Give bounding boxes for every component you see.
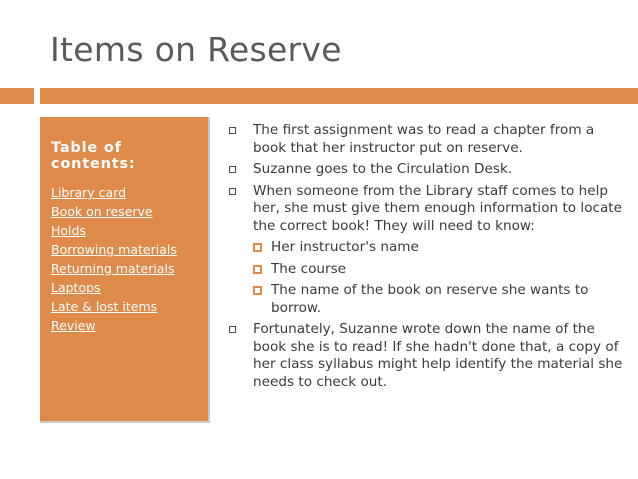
square-bullet-icon xyxy=(229,188,236,195)
toc-item xyxy=(51,316,177,335)
toc-item xyxy=(51,221,177,240)
toc-link-laptops[interactable]: Laptops xyxy=(51,280,101,295)
toc-link-holds[interactable]: Holds xyxy=(51,223,86,238)
toc-link-borrowing-materials[interactable]: Borrowing materials xyxy=(51,242,177,257)
toc-list xyxy=(51,183,177,335)
toc-link-review[interactable]: Review xyxy=(51,318,96,333)
toc-link-returning-materials[interactable]: Returning materials xyxy=(51,261,175,276)
sub-bullet-item xyxy=(226,261,626,279)
bullet-item xyxy=(226,183,626,236)
toc-item xyxy=(51,240,177,259)
bullet-text: When someone from the Library staff comes to help her, she must give them enough information to locate the correct book! They will need to know: xyxy=(253,182,623,234)
bullet-item xyxy=(226,321,626,391)
bullet-text: Fortunately, Suzanne wrote down the name of the book she is to read! If she hadn't done that, a copy of her class syllabus might help identify the material she needs to check out. xyxy=(253,321,623,390)
toc-link-late-lost-items[interactable]: Late & lost items xyxy=(51,299,158,314)
filled-square-bullet-icon xyxy=(253,243,262,252)
accent-bar-long xyxy=(40,88,638,104)
toc-item xyxy=(51,278,177,297)
toc-item xyxy=(51,259,177,278)
toc-item xyxy=(51,297,177,316)
bullet-item xyxy=(226,161,626,179)
content-area xyxy=(226,122,626,395)
slide-title: Items on Reserve xyxy=(50,30,342,69)
toc-link-library-card[interactable]: Library card xyxy=(51,185,127,200)
filled-square-bullet-icon xyxy=(253,265,262,274)
toc-item xyxy=(51,183,177,202)
toc-item xyxy=(51,202,177,221)
sub-bullet-item xyxy=(226,282,626,317)
accent-bar-short xyxy=(0,88,34,104)
table-of-contents-panel xyxy=(40,117,210,423)
square-bullet-icon xyxy=(229,326,236,333)
sub-bullet-item xyxy=(226,239,626,257)
sub-bullet-text: Her instructor's name xyxy=(271,239,419,255)
filled-square-bullet-icon xyxy=(253,286,262,295)
toc-link-book-on-reserve[interactable]: Book on reserve xyxy=(51,204,153,219)
sub-bullet-text: The course xyxy=(271,260,347,277)
bullet-text: The first assignment was to read a chapter from a book that her instructor put on reserve. xyxy=(253,122,595,156)
sub-bullet-text: The name of the book on reserve she wants to borrow. xyxy=(271,282,589,316)
square-bullet-icon xyxy=(229,166,236,173)
toc-heading: Table of contents: xyxy=(51,140,136,172)
square-bullet-icon xyxy=(229,127,236,134)
bullet-text: Suzanne goes to the Circulation Desk. xyxy=(253,161,513,177)
bullet-item xyxy=(226,122,626,157)
